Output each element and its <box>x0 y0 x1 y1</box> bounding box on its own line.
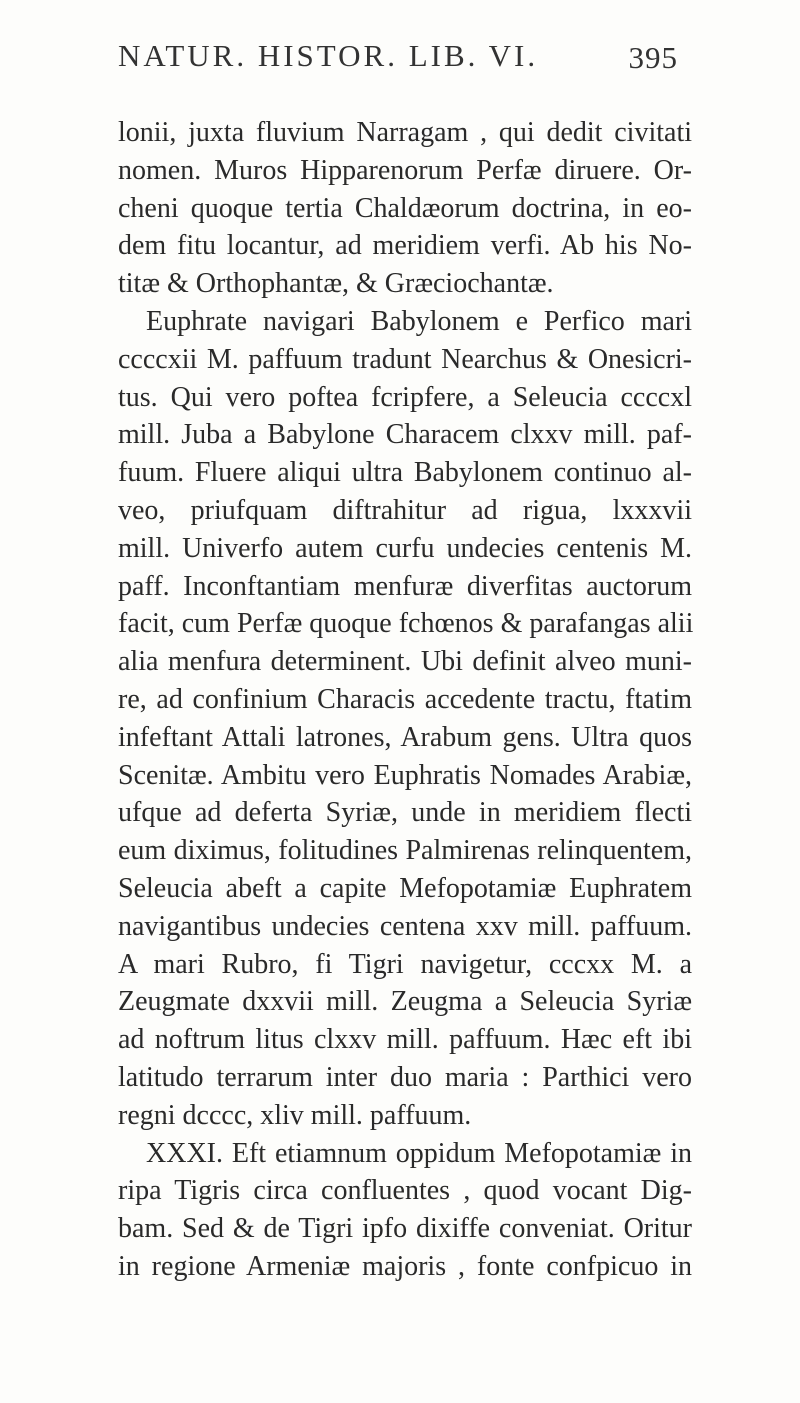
text-line: ufque ad deferta Syriæ, unde in meridiem flecti <box>118 797 692 829</box>
text-line: lonii, juxta fluvium Narragam , qui dedit civitati <box>118 117 692 148</box>
text-line: Zeugmate dxxvii mill. Zeugma a Seleucia Syriæ <box>118 986 692 1018</box>
text-line: re, ad confinium Characis accedente tractu, ftatim <box>118 683 692 715</box>
text-line: paff. Inconftantiam menfuræ diverfitas auctorum <box>118 570 692 602</box>
text-line: eum diximus, folitudines Palmirenas relinquentem, <box>118 835 692 867</box>
text-line: infeftant Attali latrones, Arabum gens. Ultra quos <box>118 721 692 753</box>
text-line: Euphrate navigari Babylonem e Perfico mari <box>146 305 692 337</box>
running-title: NATUR. HISTOR. LIB. VI. <box>118 38 539 73</box>
text-line: ripa Tigris circa confluentes , quod vocant Dig- <box>118 1175 692 1207</box>
text-line: veo, priufquam diftrahitur ad rigua, lxxxvii <box>118 494 692 526</box>
text-line: XXXI. Eft etiamnum oppidum Mefopotamiæ in <box>146 1137 692 1169</box>
text-line: latitudo terrarum inter duo maria : Parthici vero <box>118 1061 692 1093</box>
text-line: titæ & Orthophantæ, & Græciochantæ. <box>118 268 554 300</box>
text-line: Scenitæ. Ambitu vero Euphratis Nomades Arabiæ, <box>118 759 692 791</box>
text-line: A mari Rubro, fi Tigri navigetur, cccxx M. a <box>118 948 692 980</box>
text-line: mill. Juba a Babylone Characem clxxv mill. paf- <box>118 419 692 451</box>
text-line: in regione Armeniæ majoris , fonte confpicuo in <box>118 1250 692 1282</box>
text-line: regni dcccc, xliv mill. paffuum. <box>118 1099 472 1131</box>
text-line: Seleucia abeft a capite Mefopotamiæ Euphratem <box>118 872 692 904</box>
text-line: mill. Univerfo autem curfu undecies centenis M. <box>118 532 692 564</box>
text-line: navigantibus undecies centena xxv mill. paffuum. <box>118 910 692 942</box>
running-head <box>118 38 678 88</box>
text-line: ccccxii M. paffuum tradunt Nearchus & Onesicri- <box>118 343 692 375</box>
text-line: alia menfura determinent. Ubi definit alveo muni- <box>118 646 692 678</box>
text-line: facit, cum Perfæ quoque fchœnos & parafangas alii <box>118 608 694 640</box>
text-line: cheni quoque tertia Chaldæorum doctrina, in eo- <box>118 192 692 224</box>
text-line: tus. Qui vero poftea fcripfere, a Seleucia ccccxl <box>118 381 692 413</box>
text-line: dem fitu locantur, ad meridiem verfi. Ab his No- <box>118 230 692 262</box>
text-line: bam. Sed & de Tigri ipfo dixiffe conveniat. Oritur <box>118 1213 692 1245</box>
page-number: 395 <box>628 40 678 75</box>
text-line: ad noftrum litus clxxv mill. paffuum. Hæc eft ibi <box>118 1024 692 1056</box>
text-line: nomen. Muros Hipparenorum Perfæ diruere. Or- <box>118 154 692 186</box>
body-text <box>118 114 692 1286</box>
text-line: fuum. Fluere aliqui ultra Babylonem continuo al- <box>118 457 692 489</box>
